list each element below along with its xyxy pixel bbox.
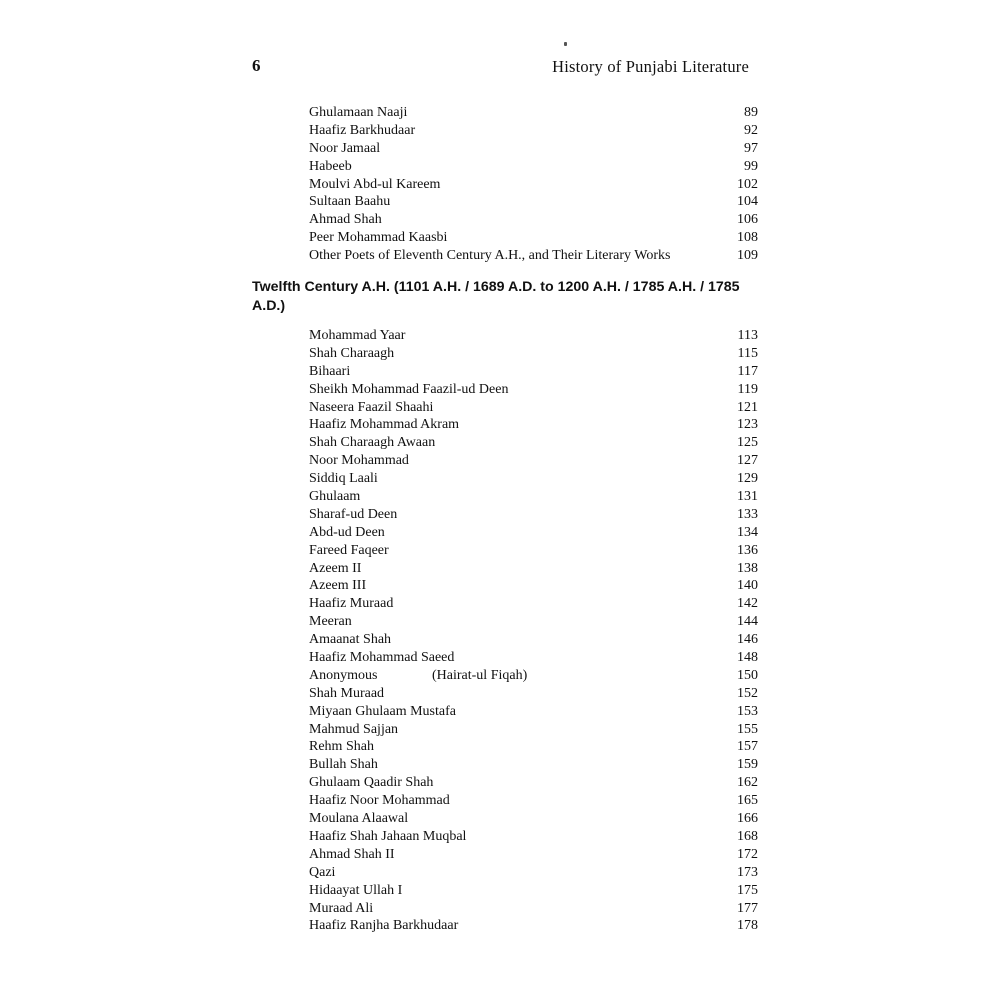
toc-entry-title: Shah Charaagh Awaan [309, 435, 436, 451]
toc-entry-page-number: 131 [737, 489, 758, 505]
toc-entry-title: Moulana Alaawal [309, 811, 409, 827]
toc-entry-page-number: 133 [737, 506, 758, 522]
toc-entry-page-number: 159 [737, 757, 758, 773]
toc-entry-page-number: 89 [744, 105, 758, 120]
toc-entry-title: Amaanat Shah [309, 632, 392, 648]
toc-entry [309, 140, 758, 158]
toc-entry-title: Sharaf-ud Deen [309, 506, 398, 522]
toc-entry [309, 703, 758, 721]
toc-entry [309, 900, 758, 918]
toc-entry-title: Mohammad Yaar [309, 328, 406, 343]
toc-entry [309, 327, 758, 345]
toc-entry-title: Muraad Ali [309, 900, 374, 916]
toc-entry [309, 917, 758, 935]
toc-entry-title: Sheikh Mohammad Faazil-ud Deen [309, 381, 509, 397]
toc-entry [309, 229, 758, 247]
toc-entry [309, 810, 758, 828]
toc-entry-title: Haafiz Mohammad Saeed [309, 650, 455, 666]
toc-entry-title: Haafiz Noor Mohammad [309, 793, 450, 809]
toc-entry-page-number: 162 [737, 775, 758, 791]
toc-entry-title: Haafiz Shah Jahaan Muqbal [309, 828, 467, 844]
toc-entry-page-number: 173 [737, 864, 758, 880]
toc-entry-page-number: 168 [737, 828, 758, 844]
toc-entry [309, 193, 758, 211]
toc-entry-title: Haafiz Mohammad Akram [309, 417, 460, 433]
toc-entry-page-number: 123 [737, 417, 758, 433]
toc-entry-page-number: 146 [737, 632, 758, 648]
toc-entry-page-number: 113 [737, 328, 758, 343]
toc-entry-title: Miyaan Ghulaam Mustafa [309, 703, 456, 719]
toc-entry [309, 685, 758, 703]
toc-entry [309, 649, 758, 667]
toc-entry [309, 577, 758, 595]
toc-entry-page-number: 144 [737, 614, 758, 630]
toc-entry-title: Haafiz Barkhudaar [309, 122, 416, 138]
toc-entry-page-number: 165 [737, 793, 758, 809]
toc-entry-title: Anonymous [309, 667, 378, 683]
toc-entry-note: (Hairat-ul Fiqah) [432, 667, 528, 683]
toc-entry-title: Abd-ud Deen [309, 524, 385, 540]
toc-entry-title: Other Poets of Eleventh Century A.H., and Their Literary Works [309, 248, 671, 264]
toc-entry [309, 631, 758, 649]
toc-entry [309, 595, 758, 613]
toc-entry-title: Qazi [309, 864, 336, 880]
toc-entry-page-number: 92 [744, 122, 758, 138]
toc-entry-page-number: 115 [737, 345, 758, 361]
toc-entry-title: Bihaari [309, 363, 351, 379]
toc-entry-page-number: 152 [737, 685, 758, 701]
toc-entry-title: Noor Jamaal [309, 140, 381, 156]
toc-entry [309, 452, 758, 470]
toc-entry [309, 363, 758, 381]
toc-entry-page-number: 106 [737, 212, 758, 228]
toc-entry-title: Haafiz Ranjha Barkhudaar [309, 918, 459, 934]
toc-entry-page-number: 148 [737, 650, 758, 666]
toc-entry [309, 506, 758, 524]
toc-entry-title: Shah Charaagh [309, 345, 395, 361]
toc-entry [309, 846, 758, 864]
page-number: 6 [252, 56, 261, 75]
toc-entry-title: Haafiz Muraad [309, 596, 394, 612]
toc-entry [309, 247, 758, 265]
toc-entry [309, 756, 758, 774]
toc-entry-page-number: 121 [737, 399, 758, 415]
toc-entry [309, 399, 758, 417]
toc-entry-title: Ghulaam Qaadir Shah [309, 775, 434, 791]
toc-entry-title: Ahmad Shah II [309, 846, 395, 862]
section-heading-twelfth-century: Twelfth Century A.H. (1101 A.H. / 1689 A.D. to 1200 A.H. / 1785 A.H. / 1785 A.D.) [252, 279, 740, 314]
toc-entry-title: Siddiq Laali [309, 471, 378, 487]
toc-entry-page-number: 109 [737, 248, 758, 264]
toc-entry-page-number: 142 [737, 596, 758, 612]
toc-entry-page-number: 153 [737, 703, 758, 719]
toc-entry-page-number: 119 [737, 381, 758, 397]
toc-entry-title: Azeem III [309, 578, 367, 594]
toc-entry-page-number: 140 [737, 578, 758, 594]
toc-entry-page-number: 172 [737, 846, 758, 862]
toc-entry [309, 774, 758, 792]
toc-entry-page-number: 134 [737, 524, 758, 540]
toc-entry-page-number: 127 [737, 453, 758, 469]
toc-entry-title: Azeem II [309, 560, 362, 576]
toc-entry-title: Bullah Shah [309, 757, 378, 773]
toc-entry-title: Shah Muraad [309, 685, 385, 701]
toc-entry-page-number: 150 [737, 667, 758, 683]
toc-entry-page-number: 157 [737, 739, 758, 755]
toc-entry [309, 667, 758, 685]
toc-entry-page-number: 97 [744, 140, 758, 156]
toc-list-twelfth-century [309, 327, 758, 935]
toc-entry-page-number: 138 [737, 560, 758, 576]
toc-entry-title: Ghulaam [309, 489, 361, 505]
toc-entry-title: Mahmud Sajjan [309, 721, 399, 737]
toc-entry-page-number: 178 [737, 918, 758, 934]
toc-entry-page-number: 102 [737, 176, 758, 192]
toc-entry [309, 416, 758, 434]
toc-entry [309, 158, 758, 176]
toc-entry-title: Ghulamaan Naaji [309, 105, 408, 120]
toc-entry-title: Peer Mohammad Kaasbi [309, 230, 448, 246]
toc-entry-title: Sultaan Baahu [309, 194, 391, 210]
toc-entry-title: Ahmad Shah [309, 212, 382, 228]
toc-entry [309, 381, 758, 399]
toc-entry [309, 176, 758, 194]
toc-entry-title: Hidaayat Ullah I [309, 882, 403, 898]
toc-entry-page-number: 104 [737, 194, 758, 210]
toc-entry-page-number: 108 [737, 230, 758, 246]
toc-entry-title: Fareed Faqeer [309, 542, 389, 558]
toc-entry [309, 738, 758, 756]
toc-entry-title: Rehm Shah [309, 739, 374, 755]
toc-entry-title: Naseera Faazil Shaahi [309, 399, 434, 415]
toc-entry-page-number: 125 [737, 435, 758, 451]
toc-entry [309, 345, 758, 363]
toc-entry [309, 434, 758, 452]
toc-entry-title: Habeeb [309, 158, 352, 174]
toc-entry-title: Moulvi Abd-ul Kareem [309, 176, 441, 192]
toc-entry [309, 613, 758, 631]
toc-entry-title: Meeran [309, 614, 352, 630]
toc-entry [309, 470, 758, 488]
toc-entry-page-number: 175 [737, 882, 758, 898]
ink-speck [564, 42, 567, 46]
toc-entry [309, 122, 758, 140]
running-title: History of Punjabi Literature [552, 57, 749, 76]
toc-entry [309, 524, 758, 542]
toc-entry [309, 721, 758, 739]
toc-entry [309, 560, 758, 578]
toc-entry-title: Noor Mohammad [309, 453, 409, 469]
toc-entry-page-number: 99 [744, 158, 758, 174]
toc-entry [309, 211, 758, 229]
toc-entry [309, 792, 758, 810]
toc-entry-page-number: 129 [737, 471, 758, 487]
toc-entry [309, 864, 758, 882]
toc-entry [309, 882, 758, 900]
toc-entry [309, 104, 758, 122]
toc-entry-page-number: 177 [737, 900, 758, 916]
toc-entry-page-number: 155 [737, 721, 758, 737]
toc-entry [309, 542, 758, 560]
toc-entry [309, 488, 758, 506]
toc-entry-page-number: 117 [737, 363, 758, 379]
toc-entry-page-number: 166 [737, 811, 758, 827]
toc-list-eleventh-century [309, 104, 758, 265]
toc-entry-page-number: 136 [737, 542, 758, 558]
toc-entry [309, 828, 758, 846]
